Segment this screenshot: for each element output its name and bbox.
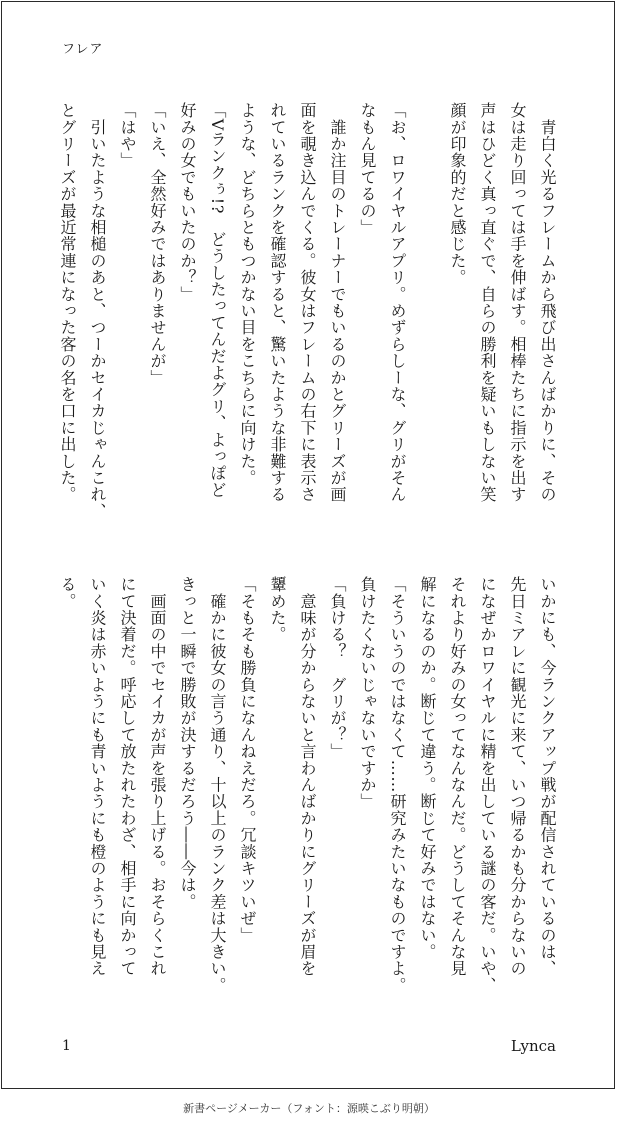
- text-line: 負けたくないじゃないですか」: [358, 576, 377, 810]
- text-line: とグリーズが最近常連になった客の名を口に出した。: [58, 102, 77, 503]
- text-line: にて決着だ。呼応して放たれたわざ、相手に向かって: [118, 576, 137, 977]
- text-line: 「はや」: [118, 102, 137, 169]
- running-title: フレア: [62, 42, 104, 57]
- text-line: それより好みの女ってなんなんだ。どうしてそんな見: [448, 576, 467, 977]
- text-line: 画面の中でセイカが声を張り上げる。おそらくこれ: [148, 576, 167, 977]
- page-number: 1: [62, 1038, 71, 1054]
- text-line: 引いたような相槌のあと、つーかセイカじゃんこれ、: [88, 102, 107, 520]
- text-line: 「そもそも勝負になんねえだろ。冗談キツいぜ」: [238, 576, 257, 944]
- text-line: 青白く光るフレームから飛び出さんばかりに、その: [538, 102, 557, 503]
- text-line: 意味が分からないと言わんばかりにグリーズが眉を: [298, 576, 317, 977]
- text-line: ような、どちらともつかない目をこちらに向けた。: [238, 102, 257, 487]
- text-line: いく炎は赤いようにも青いようにも橙のようにも見え: [88, 576, 107, 977]
- text-line: 先日ミアレに観光に来て、いつ帰るかも分からないの: [508, 576, 527, 977]
- text-line: 好みの女でもいたのか？」: [178, 102, 197, 303]
- generator-credit: 新書ページメーカー（フォント：源暎こぶり明朝）: [183, 1102, 435, 1115]
- book-page: [1, 1, 615, 1089]
- text-line: 顔が印象的だと感じた。: [448, 102, 467, 286]
- text-line: 声はひどく真っ直ぐで、自らの勝利を疑いもしない笑: [478, 102, 497, 503]
- text-line: 女は走り回っては手を伸ばす。相棒たちに指示を出す: [508, 102, 527, 503]
- text-line: いかにも、今ランクアップ戦が配信されているのは、: [538, 576, 557, 977]
- text-line: 「お、ロワイヤルアプリ。めずらしーな、グリがそん: [388, 102, 407, 503]
- text-line: 誰か注目のトレーナーでもいるのかとグリーズが画: [328, 102, 347, 503]
- author-name: Lynca: [510, 1037, 556, 1055]
- text-block-bottom: [52, 576, 562, 996]
- text-line: [412, 102, 442, 522]
- text-line: 「負ける？ グリが？」: [328, 576, 347, 760]
- text-line: 面を覗き込んでくる。彼女はフレームの右下に表示さ: [298, 102, 317, 503]
- text-line: 「そういうのではなくて……研究みたいなものですよ。: [388, 576, 407, 994]
- text-line: る。: [58, 576, 77, 610]
- text-line: きっと一瞬で勝敗が決するだろう――今は。: [178, 576, 197, 910]
- text-line: 解になるのか。断じて違う。断じて好みではない。: [418, 576, 437, 961]
- text-line: 「Vランクぅ!? どうしたってんだよグリ、よっぽど: [208, 102, 227, 499]
- text-line: 「いえ、全然好みではありませんが」: [148, 102, 167, 386]
- text-line: 確かに彼女の言う通り、十以上のランク差は大きい。: [208, 576, 227, 994]
- text-line: れているランクを確認すると、驚いたような非難する: [268, 102, 287, 503]
- text-line: 顰めた。: [268, 576, 287, 643]
- text-line: になぜかロワイヤルに精を出している謎の客だ。いや、: [478, 576, 497, 994]
- text-line: なもん見てるの」: [358, 102, 377, 236]
- text-block-top: [52, 102, 562, 522]
